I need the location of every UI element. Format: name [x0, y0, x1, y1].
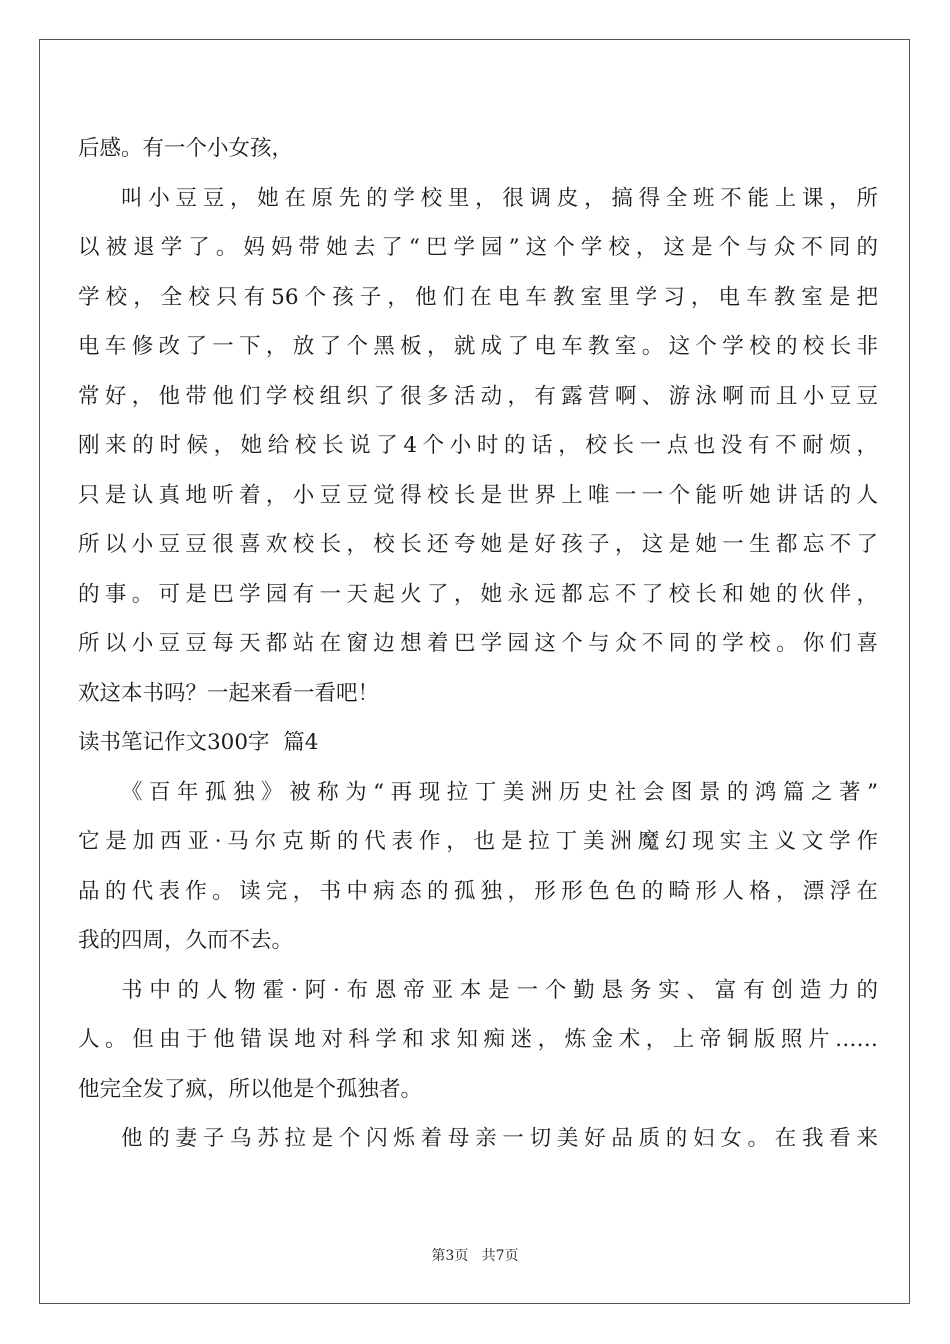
- text-line: 他的妻子乌苏拉是个闪烁着母亲一切美好品质的妇女。在我看来: [121, 1126, 878, 1151]
- text-line: 它是加西亚·马尔克斯的代表作，也是拉丁美洲魔幻现实主义文学作: [78, 829, 878, 854]
- text-line: 品的代表作。读完，书中病态的孤独，形形色色的畸形人格，漂浮在: [78, 878, 878, 904]
- text-line: 所以小豆豆很喜欢校长，校长还夸她是好孩子，这是她一生都忘不了: [78, 532, 878, 557]
- document-body: [78, 124, 878, 1164]
- page-number-footer: 第3页 共7页: [431, 1248, 519, 1264]
- text-line: 人。但由于他错误地对科学和求知痴迷，炼金术，上帝铜版照片……: [78, 1027, 878, 1052]
- text-line: 书中的人物霍·阿·布恩帝亚本是一个勤恳务实、富有创造力的: [121, 977, 878, 1003]
- text-line: 刚来的时候，她给校长说了4个小时的话，校长一点也没有不耐烦，: [78, 433, 878, 458]
- text-line: 的事。可是巴学园有一天起火了，她永远都忘不了校长和她的伙伴，: [78, 581, 878, 607]
- text-line: 《百年孤独》被称为“再现拉丁美洲历史社会图景的鸿篇之著”: [121, 779, 878, 805]
- text-line: 以被退学了。妈妈带她去了“巴学园”这个学校，这是个与众不同的: [78, 235, 878, 260]
- text-line: 只是认真地听着，小豆豆觉得校长是世界上唯一一个能听她讲话的人: [78, 482, 878, 508]
- text-line: 后感。有一个小女孩，: [78, 136, 294, 161]
- text-line: 学校，全校只有56个孩子，他们在电车教室里学习，电车教室是把: [78, 284, 878, 310]
- section-heading: 读书笔记作文300字 篇4: [78, 730, 319, 755]
- text-line: 电车修改了一下，放了个黑板，就成了电车教室。这个学校的校长非: [78, 334, 878, 359]
- text-line: 他完全发了疯，所以他是个孤独者。: [78, 1076, 423, 1102]
- text-line: 所以小豆豆每天都站在窗边想着巴学园这个与众不同的学校。你们喜: [78, 631, 878, 656]
- text-line: 欢这本书吗？一起来看一看吧！: [78, 680, 380, 706]
- text-line: 常好，他带他们学校组织了很多活动，有露营啊、游泳啊而且小豆豆: [78, 383, 878, 409]
- text-line: 我的四周，久而不去。: [78, 928, 294, 953]
- text-line: 叫小豆豆，她在原先的学校里，很调皮，搞得全班不能上课，所: [121, 185, 878, 211]
